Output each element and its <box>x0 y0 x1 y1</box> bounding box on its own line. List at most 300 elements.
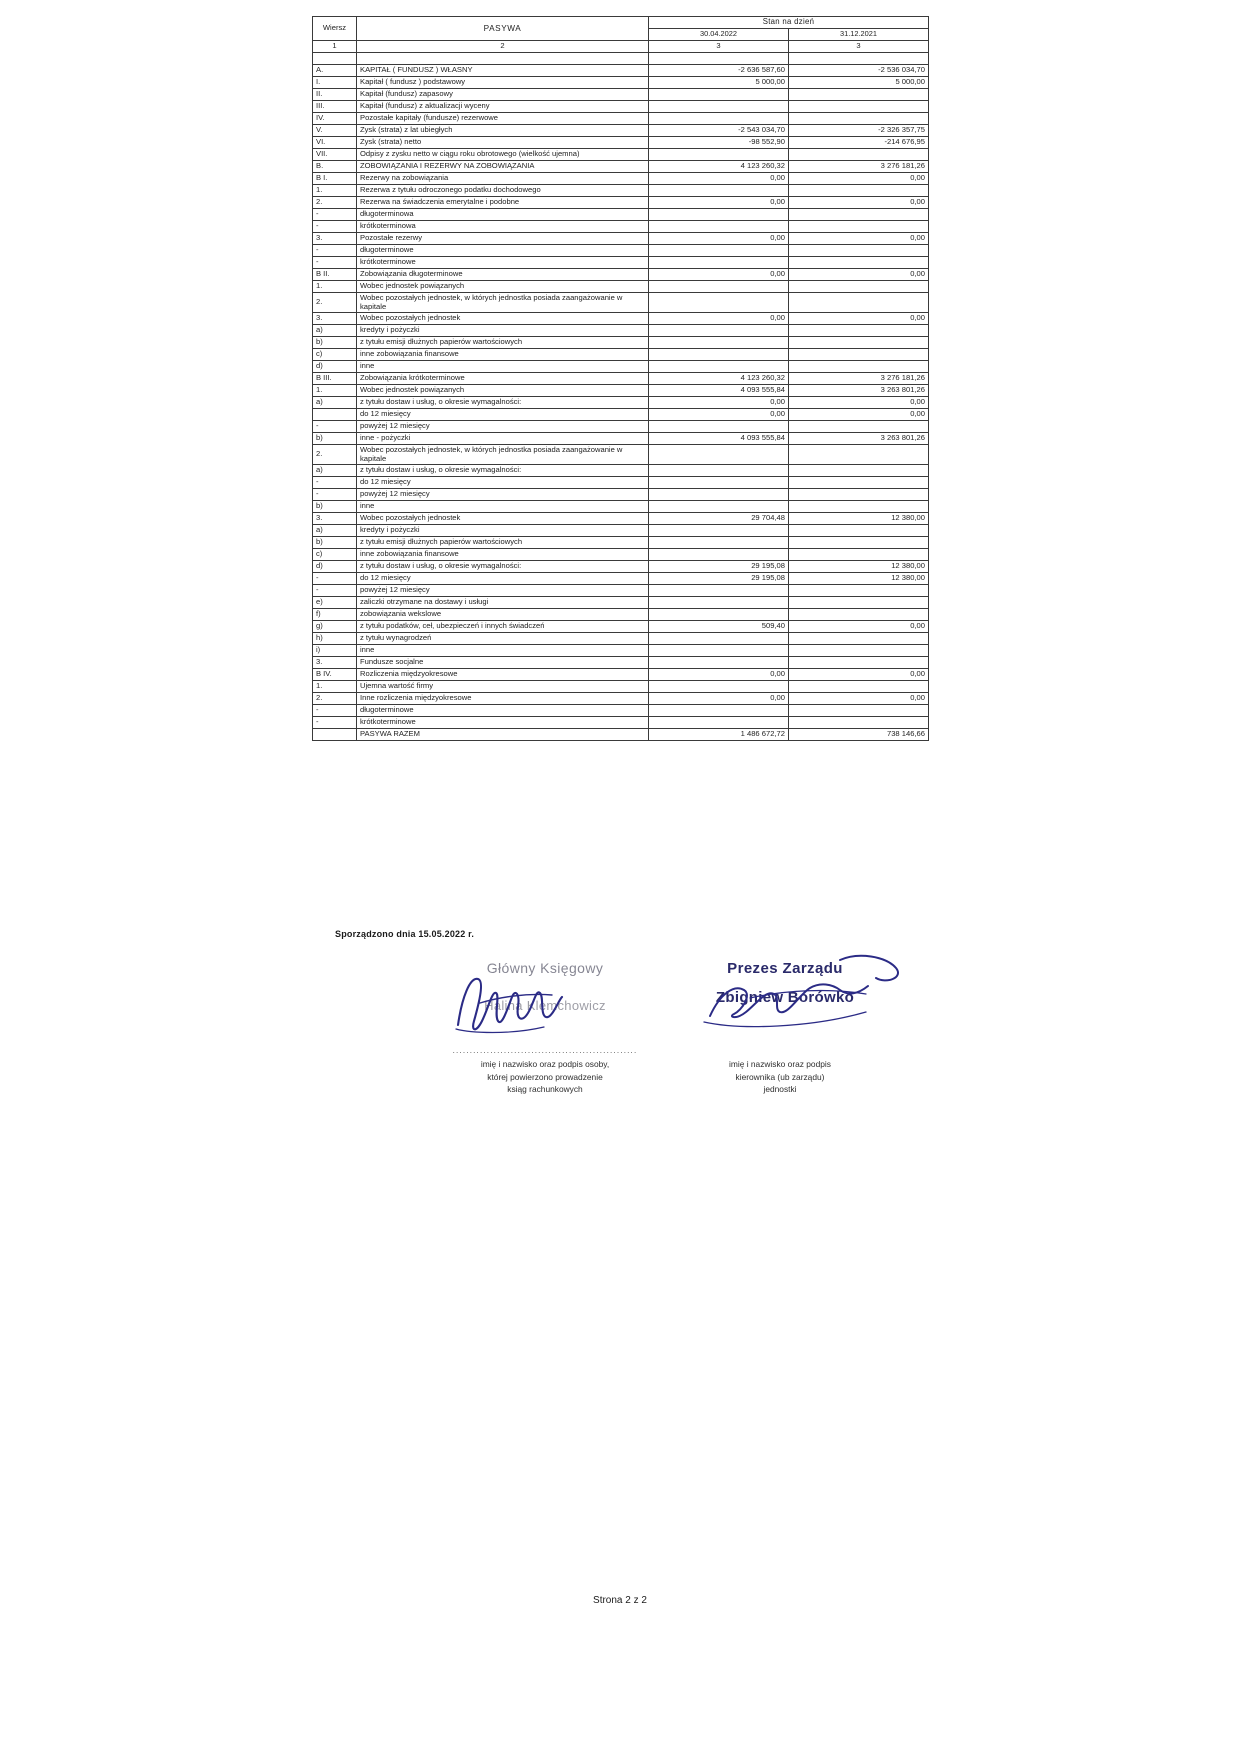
row-value-current <box>649 361 789 373</box>
row-value-previous: 3 276 181,26 <box>789 161 929 173</box>
row-symbol: a) <box>313 325 357 337</box>
row-symbol: 3. <box>313 233 357 245</box>
row-value-current <box>649 633 789 645</box>
total-symbol <box>313 729 357 741</box>
row-label: Wobec pozostałych jednostek <box>357 313 649 325</box>
row-label: Wobec jednostek powiązanych <box>357 281 649 293</box>
row-symbol: I. <box>313 77 357 89</box>
row-value-previous: 12 380,00 <box>789 513 929 525</box>
row-value-current: 0,00 <box>649 669 789 681</box>
row-value-previous <box>789 609 929 621</box>
table-row <box>313 433 929 445</box>
table-row <box>313 373 929 385</box>
row-label: Rezerwa na świadczenia emerytalne i podobne <box>357 197 649 209</box>
row-value-current <box>649 281 789 293</box>
row-value-current <box>649 597 789 609</box>
table-row <box>313 197 929 209</box>
row-symbol: IV. <box>313 113 357 125</box>
row-value-previous: 0,00 <box>789 409 929 421</box>
row-value-current <box>649 525 789 537</box>
row-value-current: 5 000,00 <box>649 77 789 89</box>
row-value-current: -2 636 587,60 <box>649 65 789 77</box>
table-row <box>313 477 929 489</box>
table-row <box>313 89 929 101</box>
row-label: do 12 miesięcy <box>357 477 649 489</box>
row-value-current: 0,00 <box>649 173 789 185</box>
row-value-current <box>649 421 789 433</box>
table-row <box>313 445 929 465</box>
row-value-previous: 12 380,00 <box>789 573 929 585</box>
row-symbol: a) <box>313 397 357 409</box>
row-symbol: II. <box>313 89 357 101</box>
row-symbol: - <box>313 209 357 221</box>
row-value-current <box>649 609 789 621</box>
table-row <box>313 137 929 149</box>
accountant-name: Halina Klemchowicz <box>484 998 606 1013</box>
row-value-previous <box>789 209 929 221</box>
row-value-current: 0,00 <box>649 693 789 705</box>
row-label: z tytułu dostaw i usług, o okresie wymagalności: <box>357 397 649 409</box>
row-symbol: a) <box>313 525 357 537</box>
president-caption <box>650 1058 910 1096</box>
row-label: z tytułu emisji dłużnych papierów wartościowych <box>357 537 649 549</box>
table-row <box>313 325 929 337</box>
row-label: inne zobowiązania finansowe <box>357 349 649 361</box>
row-label: Rezerwa z tytułu odroczonego podatku dochodowego <box>357 185 649 197</box>
row-value-current <box>649 337 789 349</box>
row-value-current: 509,40 <box>649 621 789 633</box>
row-symbol: - <box>313 717 357 729</box>
president-name: Zbigniew Borówko <box>715 989 855 1006</box>
row-value-current: 29 704,48 <box>649 513 789 525</box>
table-row <box>313 717 929 729</box>
row-label: z tytułu wynagrodzeń <box>357 633 649 645</box>
row-value-previous <box>789 89 929 101</box>
table-row <box>313 361 929 373</box>
spacer-cell <box>313 53 357 65</box>
row-label: z tytułu dostaw i usług, o okresie wymagalności: <box>357 561 649 573</box>
row-symbol: 1. <box>313 385 357 397</box>
balance-sheet-table <box>312 16 929 741</box>
row-value-previous <box>789 221 929 233</box>
row-symbol: i) <box>313 645 357 657</box>
row-label: Ujemna wartość firmy <box>357 681 649 693</box>
row-value-current <box>649 489 789 501</box>
table-row <box>313 657 929 669</box>
row-value-previous <box>789 421 929 433</box>
table-row <box>313 549 929 561</box>
row-symbol: V. <box>313 125 357 137</box>
row-label: inne zobowiązania finansowe <box>357 549 649 561</box>
row-symbol: d) <box>313 561 357 573</box>
row-label: długoterminowa <box>357 209 649 221</box>
president-caption-line-2: kierownika (ub zarządu) <box>735 1071 825 1082</box>
row-label: Inne rozliczenia międzyokresowe <box>357 693 649 705</box>
row-value-previous <box>789 465 929 477</box>
row-label: Wobec pozostałych jednostek <box>357 513 649 525</box>
row-value-current <box>649 501 789 513</box>
row-label: z tytułu podatków, ceł, ubezpieczeń i innych świadczeń <box>357 621 649 633</box>
row-label: długoterminowe <box>357 245 649 257</box>
row-value-previous: 3 263 801,26 <box>789 433 929 445</box>
row-value-current: 4 123 260,32 <box>649 373 789 385</box>
row-value-previous <box>789 149 929 161</box>
accountant-dotted-line: ...................................................... <box>452 1046 638 1055</box>
row-symbol: 2. <box>313 197 357 209</box>
table-row <box>313 185 929 197</box>
row-value-current: 0,00 <box>649 269 789 281</box>
row-symbol: e) <box>313 597 357 609</box>
row-label: Rozliczenia międzyokresowe <box>357 669 649 681</box>
row-value-current: 0,00 <box>649 197 789 209</box>
row-symbol: g) <box>313 621 357 633</box>
row-symbol: d) <box>313 361 357 373</box>
row-label: Wobec pozostałych jednostek, w których jednostka posiada zaangażowanie w kapitale <box>357 445 649 465</box>
president-title: Prezes Zarządu <box>727 960 843 977</box>
row-value-previous: 3 276 181,26 <box>789 373 929 385</box>
row-label: zobowiązania wekslowe <box>357 609 649 621</box>
table-row <box>313 385 929 397</box>
table-row <box>313 573 929 585</box>
row-value-current <box>649 445 789 465</box>
row-value-current <box>649 657 789 669</box>
row-label: Kapitał (fundusz) z aktualizacji wyceny <box>357 101 649 113</box>
table-row <box>313 349 929 361</box>
row-symbol: 1. <box>313 185 357 197</box>
row-value-current <box>649 113 789 125</box>
spacer-cell <box>649 53 789 65</box>
table-row <box>313 173 929 185</box>
row-value-previous <box>789 113 929 125</box>
row-value-previous <box>789 585 929 597</box>
row-value-previous <box>789 349 929 361</box>
row-symbol: 3. <box>313 657 357 669</box>
row-symbol: 3. <box>313 313 357 325</box>
row-symbol: B. <box>313 161 357 173</box>
row-label: powyżej 12 miesięcy <box>357 489 649 501</box>
row-symbol: 2. <box>313 445 357 465</box>
header-date-1: 30.04.2022 <box>649 29 789 41</box>
row-symbol <box>313 409 357 421</box>
row-value-current: 4 093 555,84 <box>649 385 789 397</box>
row-symbol: - <box>313 585 357 597</box>
row-value-previous: -2 536 034,70 <box>789 65 929 77</box>
row-label: z tytułu dostaw i usług, o okresie wymagalności: <box>357 465 649 477</box>
accountant-caption <box>415 1058 675 1096</box>
row-value-previous <box>789 245 929 257</box>
table-header <box>313 17 929 53</box>
row-value-previous <box>789 549 929 561</box>
table-row <box>313 501 929 513</box>
accountant-title: Główny Księgowy <box>486 960 604 976</box>
row-symbol: b) <box>313 537 357 549</box>
row-value-current <box>649 325 789 337</box>
row-value-previous: 0,00 <box>789 173 929 185</box>
row-symbol: - <box>313 245 357 257</box>
row-symbol: - <box>313 705 357 717</box>
row-label: inne <box>357 501 649 513</box>
header-num-1: 1 <box>313 41 357 53</box>
row-symbol: - <box>313 257 357 269</box>
row-symbol: 2. <box>313 693 357 705</box>
row-label: krótkoterminowe <box>357 717 649 729</box>
row-value-previous <box>789 633 929 645</box>
total-value-current: 1 486 672,72 <box>649 729 789 741</box>
row-value-current: 0,00 <box>649 313 789 325</box>
row-value-previous: -2 326 357,75 <box>789 125 929 137</box>
row-label: kredyty i pożyczki <box>357 325 649 337</box>
table-row <box>313 397 929 409</box>
table-body <box>313 53 929 741</box>
table-row <box>313 465 929 477</box>
table-row <box>313 537 929 549</box>
row-value-previous: 3 263 801,26 <box>789 385 929 397</box>
row-value-previous <box>789 645 929 657</box>
header-num-3: 3 <box>649 41 789 53</box>
row-label: inne <box>357 645 649 657</box>
row-value-current: 4 093 555,84 <box>649 433 789 445</box>
row-value-previous <box>789 361 929 373</box>
table-row <box>313 269 929 281</box>
row-value-current: 29 195,08 <box>649 573 789 585</box>
row-value-current <box>649 257 789 269</box>
row-label: ZOBOWIĄZANIA I REZERWY NA ZOBOWIĄZANIA <box>357 161 649 173</box>
row-symbol: III. <box>313 101 357 113</box>
table-row <box>313 693 929 705</box>
header-pasywa: PASYWA <box>357 17 649 41</box>
row-value-previous: 0,00 <box>789 197 929 209</box>
row-value-current: 0,00 <box>649 397 789 409</box>
header-wiersz: Wiersz <box>313 17 357 41</box>
row-value-previous <box>789 717 929 729</box>
row-value-previous: 0,00 <box>789 669 929 681</box>
row-label: zaliczki otrzymane na dostawy i usługi <box>357 597 649 609</box>
row-label: krótkoterminowe <box>357 257 649 269</box>
row-symbol: 2. <box>313 293 357 313</box>
table-spacer-row <box>313 53 929 65</box>
row-value-current <box>649 89 789 101</box>
spacer-cell <box>357 53 649 65</box>
row-symbol: B II. <box>313 269 357 281</box>
row-value-previous <box>789 525 929 537</box>
table-total-row <box>313 729 929 741</box>
row-symbol: - <box>313 477 357 489</box>
row-value-current: -98 552,90 <box>649 137 789 149</box>
row-label: Zobowiązania krótkoterminowe <box>357 373 649 385</box>
row-value-previous: 0,00 <box>789 397 929 409</box>
row-value-previous: 0,00 <box>789 233 929 245</box>
table-row <box>313 161 929 173</box>
row-value-current <box>649 221 789 233</box>
row-symbol: - <box>313 421 357 433</box>
row-symbol: B III. <box>313 373 357 385</box>
president-caption-line-3: jednostki <box>763 1084 797 1095</box>
table-row <box>313 221 929 233</box>
table-row <box>313 233 929 245</box>
row-label: inne <box>357 361 649 373</box>
row-value-previous <box>789 337 929 349</box>
row-value-previous <box>789 705 929 717</box>
row-symbol: 1. <box>313 681 357 693</box>
row-label: Zysk (strata) z lat ubiegłych <box>357 125 649 137</box>
table-row <box>313 337 929 349</box>
row-value-previous <box>789 445 929 465</box>
table-row <box>313 705 929 717</box>
row-label: do 12 miesięcy <box>357 573 649 585</box>
row-value-current <box>649 293 789 313</box>
table-row <box>313 633 929 645</box>
row-symbol: b) <box>313 337 357 349</box>
row-value-current <box>649 465 789 477</box>
table-row <box>313 209 929 221</box>
spacer-cell <box>789 53 929 65</box>
row-label: Wobec pozostałych jednostek, w których jednostka posiada zaangażowanie w kapitale <box>357 293 649 313</box>
table-row <box>313 409 929 421</box>
total-label: PASYWA RAZEM <box>357 729 649 741</box>
row-label: Kapitał ( fundusz ) podstawowy <box>357 77 649 89</box>
header-date-2: 31.12.2021 <box>789 29 929 41</box>
row-value-previous <box>789 257 929 269</box>
row-value-current <box>649 537 789 549</box>
header-num-4: 3 <box>789 41 929 53</box>
row-symbol: 3. <box>313 513 357 525</box>
row-symbol: - <box>313 573 357 585</box>
row-value-previous <box>789 101 929 113</box>
balance-sheet-table-wrapper <box>312 16 928 741</box>
row-symbol: f) <box>313 609 357 621</box>
row-symbol: h) <box>313 633 357 645</box>
row-symbol: - <box>313 221 357 233</box>
row-value-previous: 0,00 <box>789 693 929 705</box>
row-value-previous <box>789 477 929 489</box>
table-row <box>313 489 929 501</box>
row-value-current: 4 123 260,32 <box>649 161 789 173</box>
header-num-2: 2 <box>357 41 649 53</box>
row-label: Odpisy z zysku netto w ciągu roku obrotowego (wielkość ujemna) <box>357 149 649 161</box>
row-value-previous: 12 380,00 <box>789 561 929 573</box>
table-row <box>313 77 929 89</box>
row-label: Pozostałe kapitały (fundusze) rezerwowe <box>357 113 649 125</box>
row-value-previous: 0,00 <box>789 269 929 281</box>
row-label: Wobec jednostek powiązanych <box>357 385 649 397</box>
row-value-previous <box>789 597 929 609</box>
row-value-current: 29 195,08 <box>649 561 789 573</box>
row-value-current <box>649 185 789 197</box>
signature-block-accountant <box>420 960 670 1013</box>
table-row <box>313 621 929 633</box>
row-value-previous <box>789 185 929 197</box>
row-value-current <box>649 549 789 561</box>
table-row <box>313 645 929 657</box>
row-value-current <box>649 477 789 489</box>
row-label: Pozostałe rezerwy <box>357 233 649 245</box>
table-row <box>313 421 929 433</box>
accountant-caption-line-3: ksiąg rachunkowych <box>507 1084 583 1095</box>
table-row <box>313 125 929 137</box>
row-value-previous <box>789 681 929 693</box>
row-value-previous <box>789 325 929 337</box>
row-label: powyżej 12 miesięcy <box>357 421 649 433</box>
row-value-current <box>649 645 789 657</box>
signature-block-president <box>660 960 910 1006</box>
table-row <box>313 561 929 573</box>
row-label: Fundusze socjalne <box>357 657 649 669</box>
row-value-current <box>649 209 789 221</box>
row-label: długoterminowe <box>357 705 649 717</box>
row-symbol: b) <box>313 501 357 513</box>
row-value-current: -2 543 034,70 <box>649 125 789 137</box>
table-row <box>313 513 929 525</box>
row-value-previous <box>789 657 929 669</box>
row-symbol: B IV. <box>313 669 357 681</box>
row-label: Rezerwy na zobowiązania <box>357 173 649 185</box>
table-row <box>313 585 929 597</box>
president-caption-line-1: imię i nazwisko oraz podpis <box>729 1059 831 1069</box>
table-row <box>313 293 929 313</box>
table-row <box>313 113 929 125</box>
table-row <box>313 313 929 325</box>
row-value-current <box>649 705 789 717</box>
row-value-current <box>649 245 789 257</box>
row-label: Zysk (strata) netto <box>357 137 649 149</box>
row-label: z tytułu emisji dłużnych papierów wartościowych <box>357 337 649 349</box>
table-row <box>313 669 929 681</box>
row-symbol: c) <box>313 549 357 561</box>
row-value-current <box>649 101 789 113</box>
row-value-current: 0,00 <box>649 233 789 245</box>
row-value-current <box>649 717 789 729</box>
row-symbol: - <box>313 489 357 501</box>
row-value-previous <box>789 293 929 313</box>
row-symbol: VI. <box>313 137 357 149</box>
row-value-previous: 0,00 <box>789 621 929 633</box>
table-row <box>313 681 929 693</box>
row-symbol: b) <box>313 433 357 445</box>
table-row <box>313 597 929 609</box>
row-symbol: 1. <box>313 281 357 293</box>
row-symbol: B I. <box>313 173 357 185</box>
table-row <box>313 65 929 77</box>
header-stan-na-dzien: Stan na dzień <box>649 17 929 29</box>
row-label: do 12 miesięcy <box>357 409 649 421</box>
accountant-caption-line-2: której powierzono prowadzenie <box>487 1071 603 1082</box>
row-value-previous: 0,00 <box>789 313 929 325</box>
table-row <box>313 281 929 293</box>
row-value-previous: 5 000,00 <box>789 77 929 89</box>
row-label: Kapitał (fundusz) zapasowy <box>357 89 649 101</box>
row-value-previous <box>789 281 929 293</box>
total-value-previous: 738 146,66 <box>789 729 929 741</box>
table-row <box>313 149 929 161</box>
row-value-previous: -214 676,95 <box>789 137 929 149</box>
row-value-previous <box>789 501 929 513</box>
row-symbol: a) <box>313 465 357 477</box>
row-label: Zobowiązania długoterminowe <box>357 269 649 281</box>
table-row <box>313 609 929 621</box>
row-symbol: VII. <box>313 149 357 161</box>
row-label: powyżej 12 miesięcy <box>357 585 649 597</box>
accountant-caption-line-1: imię i nazwisko oraz podpis osoby, <box>480 1059 610 1069</box>
row-value-current: 0,00 <box>649 409 789 421</box>
row-label: KAPITAŁ ( FUNDUSZ ) WŁASNY <box>357 65 649 77</box>
row-symbol: c) <box>313 349 357 361</box>
row-label: krótkoterminowa <box>357 221 649 233</box>
table-row <box>313 101 929 113</box>
row-value-current <box>649 149 789 161</box>
table-row <box>313 257 929 269</box>
row-value-previous <box>789 489 929 501</box>
row-label: inne - pożyczki <box>357 433 649 445</box>
